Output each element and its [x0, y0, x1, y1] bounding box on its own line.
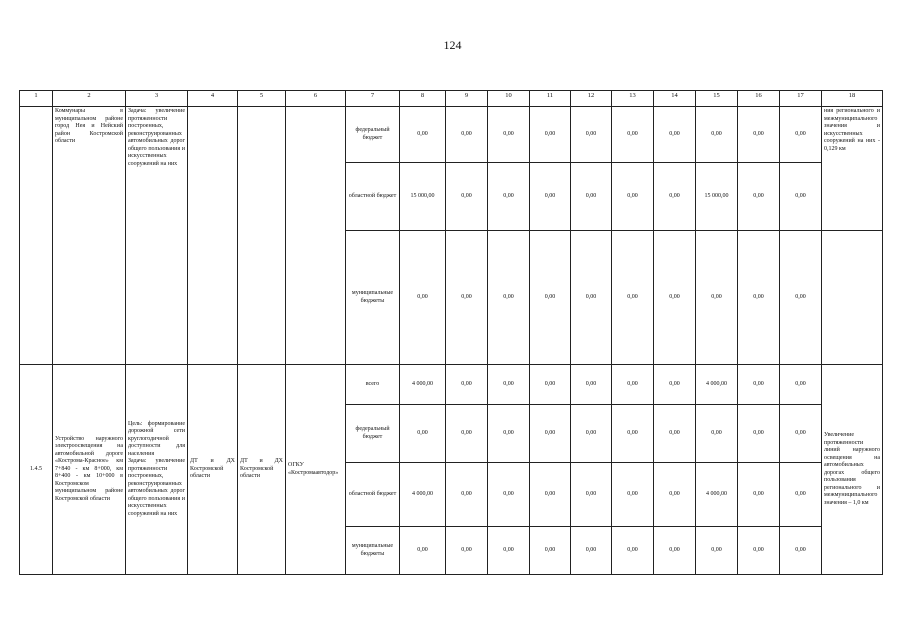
customer-cell: ДТ и ДХ Костромской области — [188, 365, 238, 575]
value-cell: 0,00 — [654, 463, 696, 527]
value-cell: 0,00 — [612, 405, 654, 463]
budget-source-cell: областной бюджет — [346, 163, 400, 231]
value-cell: 0,00 — [446, 107, 488, 163]
value-cell: 4 000,00 — [696, 365, 738, 405]
value-cell: 0,00 — [696, 527, 738, 575]
value-cell: 4 000,00 — [696, 463, 738, 527]
table-row — [20, 107, 883, 163]
value-cell: 0,00 — [446, 405, 488, 463]
value-cell: 0,00 — [446, 365, 488, 405]
value-cell: 0,00 — [530, 463, 571, 527]
value-cell: 0,00 — [738, 463, 780, 527]
budget-source-cell: областной бюджет — [346, 463, 400, 527]
value-cell: 0,00 — [488, 163, 530, 231]
value-cell: 0,00 — [738, 107, 780, 163]
executor-cell: ОГКУ «Костромаавтодор» — [286, 365, 346, 575]
goal-task-cell: Цель: формирование дорожной сети круглогодичной доступности для населения Задача: увеличение протяженности построенных, реконструированных автомобильных дорог общего пользования и искусственных сооружений на них — [126, 365, 188, 575]
value-cell: 0,00 — [654, 405, 696, 463]
program-table — [19, 90, 883, 575]
value-cell: 0,00 — [612, 365, 654, 405]
column-number: 3 — [126, 91, 188, 107]
column-number: 2 — [53, 91, 126, 107]
column-number-row — [20, 91, 883, 107]
value-cell: 0,00 — [571, 405, 612, 463]
value-cell: 0,00 — [530, 527, 571, 575]
value-cell: 0,00 — [654, 107, 696, 163]
value-cell: 0,00 — [780, 231, 822, 365]
column-number: 4 — [188, 91, 238, 107]
column-number: 18 — [822, 91, 883, 107]
value-cell: 15 000,00 — [696, 163, 738, 231]
value-cell: 0,00 — [488, 107, 530, 163]
value-cell: 0,00 — [400, 405, 446, 463]
table-row — [20, 365, 883, 405]
value-cell: 0,00 — [488, 365, 530, 405]
column-number: 5 — [238, 91, 286, 107]
value-cell: 0,00 — [571, 463, 612, 527]
value-cell: 0,00 — [446, 231, 488, 365]
value-cell: 0,00 — [446, 163, 488, 231]
row-number-cell: 1.4.5 — [20, 365, 53, 575]
value-cell: 0,00 — [488, 527, 530, 575]
column-number: 1 — [20, 91, 53, 107]
value-cell: 0,00 — [696, 405, 738, 463]
object-name-cell: Коммунары в муниципальном районе город Нея и Нейский район Костромской области — [53, 107, 126, 365]
value-cell: 0,00 — [400, 527, 446, 575]
value-cell: 0,00 — [612, 527, 654, 575]
result-cell: ния регионального и межмуниципального значения и искусственных сооружений на них - 0,129 км — [822, 107, 883, 231]
value-cell: 0,00 — [400, 107, 446, 163]
value-cell: 0,00 — [612, 107, 654, 163]
value-cell: 0,00 — [612, 463, 654, 527]
column-number: 16 — [738, 91, 780, 107]
column-number: 8 — [400, 91, 446, 107]
value-cell: 0,00 — [530, 107, 571, 163]
budget-source-cell: федеральный бюджет — [346, 107, 400, 163]
value-cell: 0,00 — [446, 527, 488, 575]
value-cell: 0,00 — [530, 365, 571, 405]
value-cell: 0,00 — [488, 463, 530, 527]
value-cell: 0,00 — [571, 163, 612, 231]
column-number: 13 — [612, 91, 654, 107]
value-cell: 0,00 — [738, 527, 780, 575]
object-name-cell: Устройство наружного электроосвещения на автомобильной дороге «Кострома-Красное» км 7+840 - км 8+000, км 8+400 - км 10+000 в Костромском муниципальном районе Костромской области — [53, 365, 126, 575]
result-cell: Увеличение протяженности линий наружного освещения на автомобильных дорогах общего пользования регионального и межмуниципального значения – 1,0 км — [822, 365, 883, 575]
budget-source-cell: муниципальные бюджеты — [346, 231, 400, 365]
result-cell-empty — [822, 231, 883, 365]
value-cell: 0,00 — [654, 527, 696, 575]
value-cell: 0,00 — [488, 231, 530, 365]
page-number: 124 — [443, 38, 462, 52]
value-cell: 0,00 — [738, 365, 780, 405]
value-cell: 0,00 — [780, 107, 822, 163]
column-number: 11 — [530, 91, 571, 107]
goal-task-cell: Задача: увеличение протяженности построенных, реконструированных автомобильных дорог общего пользования и искусственных сооружений на них — [126, 107, 188, 365]
value-cell: 0,00 — [696, 107, 738, 163]
value-cell: 0,00 — [780, 527, 822, 575]
column-number: 9 — [446, 91, 488, 107]
value-cell: 0,00 — [738, 405, 780, 463]
value-cell: 4 000,00 — [400, 463, 446, 527]
value-cell: 0,00 — [696, 231, 738, 365]
value-cell: 0,00 — [654, 231, 696, 365]
column-number: 15 — [696, 91, 738, 107]
value-cell: 0,00 — [571, 365, 612, 405]
column-number: 17 — [780, 91, 822, 107]
budget-source-cell: федеральный бюджет — [346, 405, 400, 463]
value-cell: 0,00 — [530, 405, 571, 463]
executor-cell — [286, 107, 346, 365]
value-cell: 0,00 — [780, 163, 822, 231]
value-cell: 0,00 — [612, 163, 654, 231]
value-cell: 0,00 — [530, 231, 571, 365]
value-cell: 0,00 — [446, 463, 488, 527]
column-number: 12 — [571, 91, 612, 107]
value-cell: 15 000,00 — [400, 163, 446, 231]
value-cell: 0,00 — [780, 405, 822, 463]
value-cell: 4 000,00 — [400, 365, 446, 405]
value-cell: 0,00 — [612, 231, 654, 365]
column-number: 10 — [488, 91, 530, 107]
column-number: 7 — [346, 91, 400, 107]
coordinator-cell — [238, 107, 286, 365]
value-cell: 0,00 — [571, 231, 612, 365]
column-number: 14 — [654, 91, 696, 107]
value-cell: 0,00 — [780, 463, 822, 527]
value-cell: 0,00 — [780, 365, 822, 405]
value-cell: 0,00 — [488, 405, 530, 463]
column-number: 6 — [286, 91, 346, 107]
value-cell: 0,00 — [654, 365, 696, 405]
value-cell: 0,00 — [571, 107, 612, 163]
customer-cell — [188, 107, 238, 365]
budget-source-cell: всего — [346, 365, 400, 405]
row-number-cell — [20, 107, 53, 365]
budget-source-cell: муниципальные бюджеты — [346, 527, 400, 575]
value-cell: 0,00 — [738, 231, 780, 365]
coordinator-cell: ДТ и ДХ Костромской области — [238, 365, 286, 575]
value-cell: 0,00 — [400, 231, 446, 365]
value-cell: 0,00 — [738, 163, 780, 231]
value-cell: 0,00 — [530, 163, 571, 231]
value-cell: 0,00 — [654, 163, 696, 231]
value-cell: 0,00 — [571, 527, 612, 575]
